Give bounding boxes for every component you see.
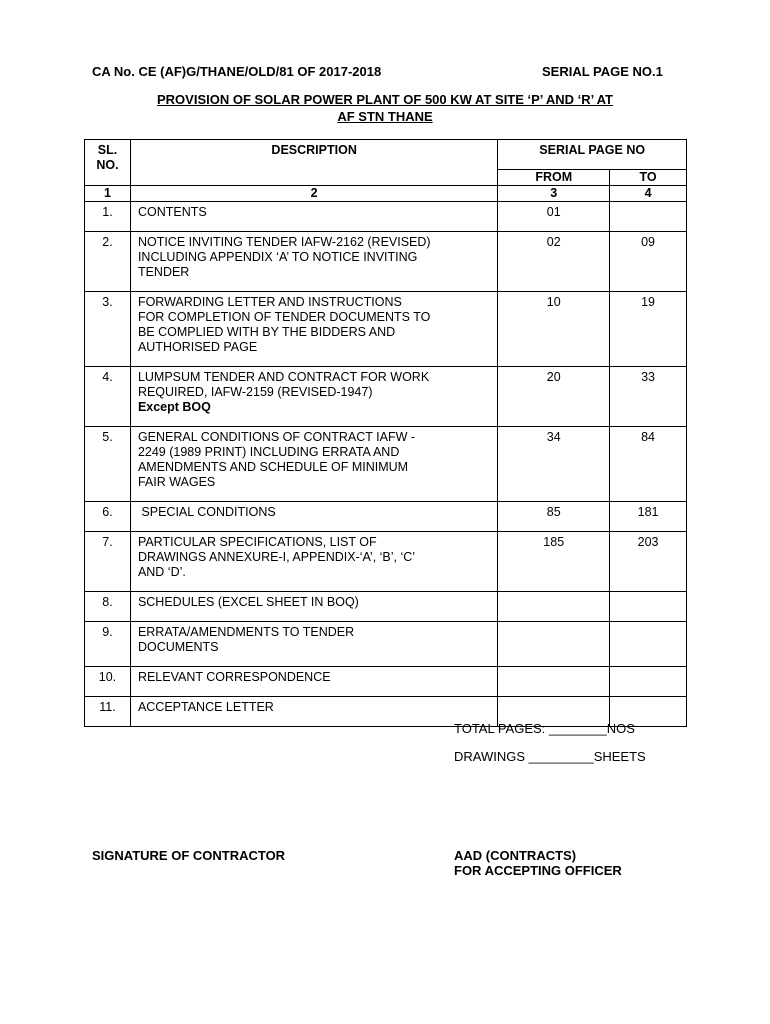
row-from: 85 bbox=[498, 502, 610, 532]
column-number-row bbox=[85, 186, 687, 202]
row-sl: 4. bbox=[85, 367, 131, 427]
col-num-3: 3 bbox=[498, 186, 610, 202]
desc-line: NOTICE INVITING TENDER IAFW-2162 (REVISED) bbox=[137, 235, 431, 249]
table-row bbox=[85, 502, 687, 532]
row-sl: 8. bbox=[85, 592, 131, 622]
header-description: DESCRIPTION bbox=[130, 140, 497, 186]
contractor-signature-label: SIGNATURE OF CONTRACTOR bbox=[92, 848, 286, 863]
row-from bbox=[498, 667, 610, 697]
row-to bbox=[610, 202, 687, 232]
desc-line: SPECIAL CONDITIONS bbox=[137, 505, 276, 519]
desc-line: GENERAL CONDITIONS OF CONTRACT IAFW - bbox=[137, 430, 416, 444]
desc-line: ERRATA/AMENDMENTS TO TENDER bbox=[137, 625, 355, 639]
row-sl: 2. bbox=[85, 232, 131, 292]
row-to bbox=[610, 622, 687, 667]
row-sl: 3. bbox=[85, 292, 131, 367]
desc-line: PARTICULAR SPECIFICATIONS, LIST OF bbox=[137, 535, 377, 549]
header-from: FROM bbox=[498, 170, 610, 186]
row-description bbox=[130, 202, 497, 232]
desc-line: SCHEDULES (EXCEL SHEET IN BOQ) bbox=[137, 595, 359, 609]
row-from: 02 bbox=[498, 232, 610, 292]
row-description bbox=[130, 622, 497, 667]
row-to: 19 bbox=[610, 292, 687, 367]
header-to: TO bbox=[610, 170, 687, 186]
desc-bold-note: Except BOQ bbox=[137, 400, 211, 414]
row-description bbox=[130, 697, 497, 727]
row-to: 09 bbox=[610, 232, 687, 292]
row-from: 01 bbox=[498, 202, 610, 232]
desc-line: FAIR WAGES bbox=[137, 475, 216, 489]
table-row bbox=[85, 232, 687, 292]
desc-line: BE COMPLIED WITH BY THE BIDDERS AND bbox=[137, 325, 396, 339]
aad-contracts-label: AAD (CONTRACTS) bbox=[454, 848, 577, 863]
ca-number: CA No. CE (AF)G/THANE/OLD/81 OF 2017-2018 bbox=[92, 64, 382, 79]
header-sl-no bbox=[85, 140, 131, 186]
row-from: 10 bbox=[498, 292, 610, 367]
total-pages-line: TOTAL PAGES: ________NOS bbox=[454, 721, 635, 736]
desc-line: LUMPSUM TENDER AND CONTRACT FOR WORK bbox=[137, 370, 430, 384]
serial-page-number: SERIAL PAGE NO.1 bbox=[542, 64, 663, 79]
desc-line: AMENDMENTS AND SCHEDULE OF MINIMUM bbox=[137, 460, 409, 474]
desc-line: 2249 (1989 PRINT) INCLUDING ERRATA AND bbox=[137, 445, 400, 459]
desc-line: AUTHORISED PAGE bbox=[137, 340, 258, 354]
document-title bbox=[84, 91, 686, 125]
col-num-4: 4 bbox=[610, 186, 687, 202]
table-row bbox=[85, 622, 687, 667]
accepting-officer-block bbox=[454, 848, 622, 878]
row-to: 181 bbox=[610, 502, 687, 532]
table-header-row bbox=[85, 140, 687, 170]
table-row bbox=[85, 292, 687, 367]
row-description bbox=[130, 292, 497, 367]
table-row bbox=[85, 367, 687, 427]
row-sl: 10. bbox=[85, 667, 131, 697]
row-sl: 5. bbox=[85, 427, 131, 502]
row-from: 34 bbox=[498, 427, 610, 502]
row-from bbox=[498, 592, 610, 622]
desc-line: FOR COMPLETION OF TENDER DOCUMENTS TO bbox=[137, 310, 431, 324]
table-row bbox=[85, 427, 687, 502]
row-sl: 9. bbox=[85, 622, 131, 667]
desc-line: AND ‘D’. bbox=[137, 565, 186, 579]
table-row bbox=[85, 202, 687, 232]
desc-line: DRAWINGS ANNEXURE-I, APPENDIX-‘A’, ‘B’, ‘C’ bbox=[137, 550, 416, 564]
row-sl: 1. bbox=[85, 202, 131, 232]
row-sl: 11. bbox=[85, 697, 131, 727]
desc-line: DOCUMENTS bbox=[137, 640, 219, 654]
row-description bbox=[130, 532, 497, 592]
row-from bbox=[498, 622, 610, 667]
title-line-1: PROVISION OF SOLAR POWER PLANT OF 500 KW AT SITE ‘P’ AND ‘R’ AT bbox=[157, 92, 613, 107]
title-line-2: AF STN THANE bbox=[337, 109, 433, 124]
row-description bbox=[130, 592, 497, 622]
col-num-1: 1 bbox=[85, 186, 131, 202]
row-description bbox=[130, 367, 497, 427]
row-to: 33 bbox=[610, 367, 687, 427]
desc-line: REQUIRED, IAFW-2159 (REVISED-1947) bbox=[137, 385, 373, 399]
row-to bbox=[610, 592, 687, 622]
desc-line: CONTENTS bbox=[137, 205, 207, 219]
desc-line: INCLUDING APPENDIX ‘A’ TO NOTICE INVITING bbox=[137, 250, 418, 264]
desc-line: ACCEPTANCE LETTER bbox=[137, 700, 274, 714]
row-sl: 6. bbox=[85, 502, 131, 532]
table-row bbox=[85, 592, 687, 622]
row-description bbox=[130, 667, 497, 697]
table-row bbox=[85, 532, 687, 592]
desc-line: TENDER bbox=[137, 265, 190, 279]
row-sl: 7. bbox=[85, 532, 131, 592]
row-to bbox=[610, 667, 687, 697]
row-from: 185 bbox=[498, 532, 610, 592]
table-row bbox=[85, 667, 687, 697]
drawings-line: DRAWINGS _________SHEETS bbox=[454, 749, 646, 764]
contents-table bbox=[84, 139, 687, 727]
row-to: 203 bbox=[610, 532, 687, 592]
col-num-2: 2 bbox=[130, 186, 497, 202]
row-description bbox=[130, 232, 497, 292]
header-sl: SL. bbox=[97, 143, 118, 157]
row-description bbox=[130, 427, 497, 502]
row-to: 84 bbox=[610, 427, 687, 502]
accepting-officer-label: FOR ACCEPTING OFFICER bbox=[454, 863, 622, 878]
desc-line: RELEVANT CORRESPONDENCE bbox=[137, 670, 331, 684]
row-description bbox=[130, 502, 497, 532]
row-from: 20 bbox=[498, 367, 610, 427]
desc-line: FORWARDING LETTER AND INSTRUCTIONS bbox=[137, 295, 402, 309]
header-no: NO. bbox=[96, 158, 119, 172]
header-serial-page-no: SERIAL PAGE NO bbox=[498, 140, 687, 170]
